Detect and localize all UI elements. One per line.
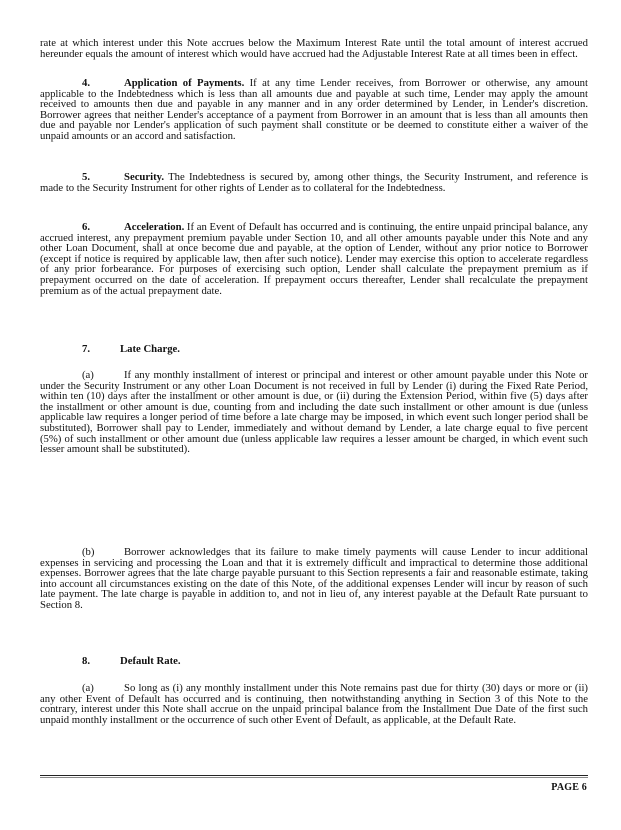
section-5-number: 5. [82, 171, 91, 183]
section-8-heading: Default Rate. [120, 655, 181, 667]
section-7b-text: Borrower acknowledges that its failure to make timely payments will cause Lender to incur additional expenses in servicing and processing the Loan and that it is extremely difficult and impractical to determine those additional expenses. Borrower agrees that the late charge payable pursuant to this Section represents a fair and reasonable estimate, taking into account all circumstances existing on the date of this Note, of the additional expenses Lender will incur by reason of such late payment. The late charge is payable in addition to, and not in lieu of, any interest payable at the Default Rate pursuant to Section 8. [40, 546, 588, 611]
section-8-title [82, 656, 181, 667]
section-7a-paragraph [40, 370, 588, 455]
page-number: PAGE 6 [551, 782, 587, 793]
section-5-paragraph [40, 172, 588, 193]
section-4-heading: Application of Payments. [124, 77, 245, 89]
intro-paragraph: rate at which interest under this Note accrues below the Maximum Interest Rate until the total amount of interest accrued hereunder equals the amount of interest which would have accrued had the Adjustable Interest Rate at all times been in effect. [40, 37, 588, 60]
section-7a-text: If any monthly installment of interest or principal and interest or other amount payable under this Note or under the Security Instrument or any other Loan Document is not received in full by Lender (i) during the Fixed Rate Period, within ten (10) days after the installment or other amount is due, or (ii) during the Extension Period, within five (5) days after the installment or other amount is due, counting from and including the date such installment or other amount is due (unless applicable law requires a longer period of time before a late charge may be imposed, in which event such longer period shall be substituted), Borrower shall pay to Lender, immediately and without demand by Lender, a late charge equal to five percent (5%) of such installment or other amount due (unless applicable law requires a lesser amount be charged, in which event such lesser amount shall be substituted). [40, 369, 588, 456]
section-7-title [82, 344, 180, 355]
section-8-number: 8. [82, 655, 91, 667]
section-7-number: 7. [82, 343, 91, 355]
section-5-heading: Security. [124, 171, 165, 183]
section-7-heading: Late Charge. [120, 343, 180, 355]
section-4-paragraph [40, 78, 588, 142]
footer-rule [40, 775, 588, 776]
section-7b-label: (b) [82, 546, 95, 558]
section-7a-label: (a) [82, 369, 94, 381]
footer-rule-thin [40, 777, 588, 778]
section-8a-text: So long as (i) any monthly installment under this Note remains past due for thirty (30) days or more or (ii) any other Event of Default has occurred and is continuing, then notwithstanding anything in Section 3 of this Note to the contrary, interest under this Note shall accrue on the unpaid principal balance from the Installment Due Date of the first such unpaid monthly installment or the occurrence of such other Event of Default, as applicable, at the Default Rate. [40, 682, 588, 726]
section-4-number: 4. [82, 77, 91, 89]
section-6-text: If an Event of Default has occurred and is continuing, the entire unpaid principal balance, any accrued interest, any prepayment premium payable under Section 10, and all other amounts payable under this Note and any other Loan Document, shall at once become due and payable, at the option of Lender, without any prior notice to Borrower (except if notice is required by applicable law, then after such notice). Lender may exercise this option to accelerate regardless of any prior forbearance. For purposes of exercising such option, Lender shall calculate the prepayment premium as if prepayment occurred on the date of acceleration. If prepayment occurs thereafter, Lender shall recalculate the prepayment premium as of the actual prepayment date. [40, 221, 588, 297]
section-5-text: The Indebtedness is secured by, among other things, the Security Instrument, and reference is made to the Security Instrument for other rights of Lender as to collateral for the Indebtedness. [40, 171, 588, 194]
section-4-text: If at any time Lender receives, from Borrower or otherwise, any amount applicable to the Indebtedness which is less than all amounts due and payable at such time, Lender may apply the amount received to amounts then due and payable in any manner and in any order determined by Lender, in Lender's discretion. Borrower agrees that neither Lender's acceptance of a payment from Borrower in an amount that is less than all amounts then due and payable nor Lender's application of such payment shall constitute or be deemed to constitute either a waiver of the unpaid amounts or an accord and satisfaction. [40, 77, 588, 142]
section-6-paragraph [40, 222, 588, 296]
section-6-number: 6. [82, 221, 91, 233]
section-8a-label: (a) [82, 682, 94, 694]
section-8a-paragraph [40, 683, 588, 725]
section-7b-paragraph [40, 547, 588, 611]
section-6-heading: Acceleration. [124, 221, 185, 233]
